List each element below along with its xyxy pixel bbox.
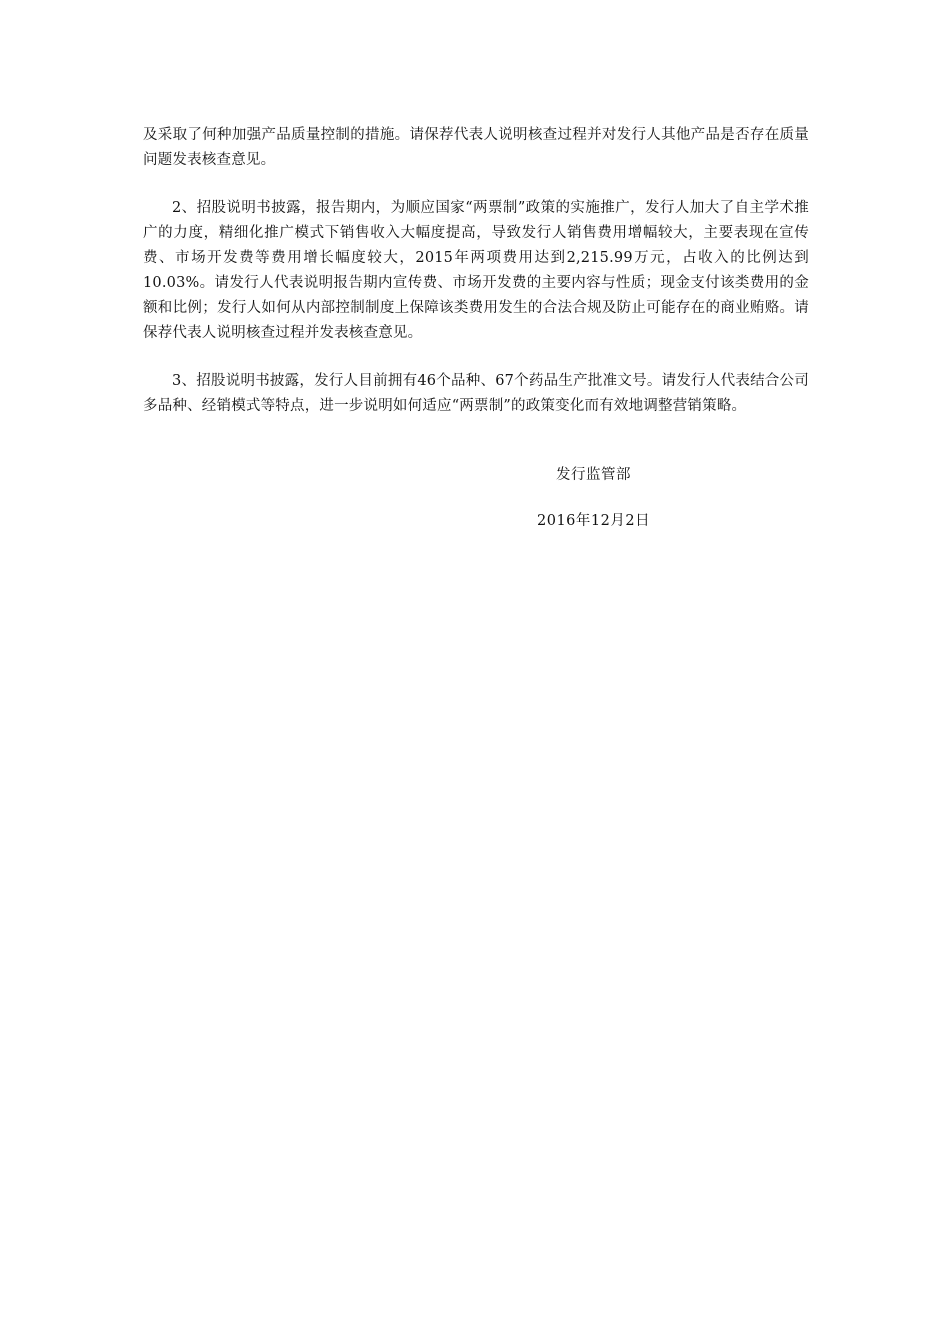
- paragraph-continuation: 及采取了何种加强产品质量控制的措施。请保荐代表人说明核查过程并对发行人其他产品是否存在质量问题发表核查意见。: [143, 127, 809, 168]
- signature-department: 发行监管部: [556, 467, 631, 483]
- paragraph-item-3: 3、招股说明书披露，发行人目前拥有46个品种、67个药品生产批准文号。请发行人代表结合公司多品种、经销模式等特点，进一步说明如何适应“两票制”的政策变化而有效地调整营销策略。: [143, 373, 809, 414]
- signature-date: 2016年12月2日: [537, 513, 651, 529]
- document-body: [143, 123, 809, 419]
- paragraph-item-2: 2、招股说明书披露，报告期内，为顺应国家“两票制”政策的实施推广，发行人加大了自主学术推广的力度，精细化推广模式下销售收入大幅度提高，导致发行人销售费用增幅较大，主要表现在宣传费、市场开发费等费用增长幅度较大，2015年两项费用达到2,215.99万元，占收入的比例达到10.03%。请发行人代表说明报告期内宣传费、市场开发费的主要内容与性质；现金支付该类费用的金额和比例；发行人如何从内部控制制度上保障该类费用发生的合法合规及防止可能存在的商业贿赂。请保荐代表人说明核查过程并发表核查意见。: [143, 200, 809, 341]
